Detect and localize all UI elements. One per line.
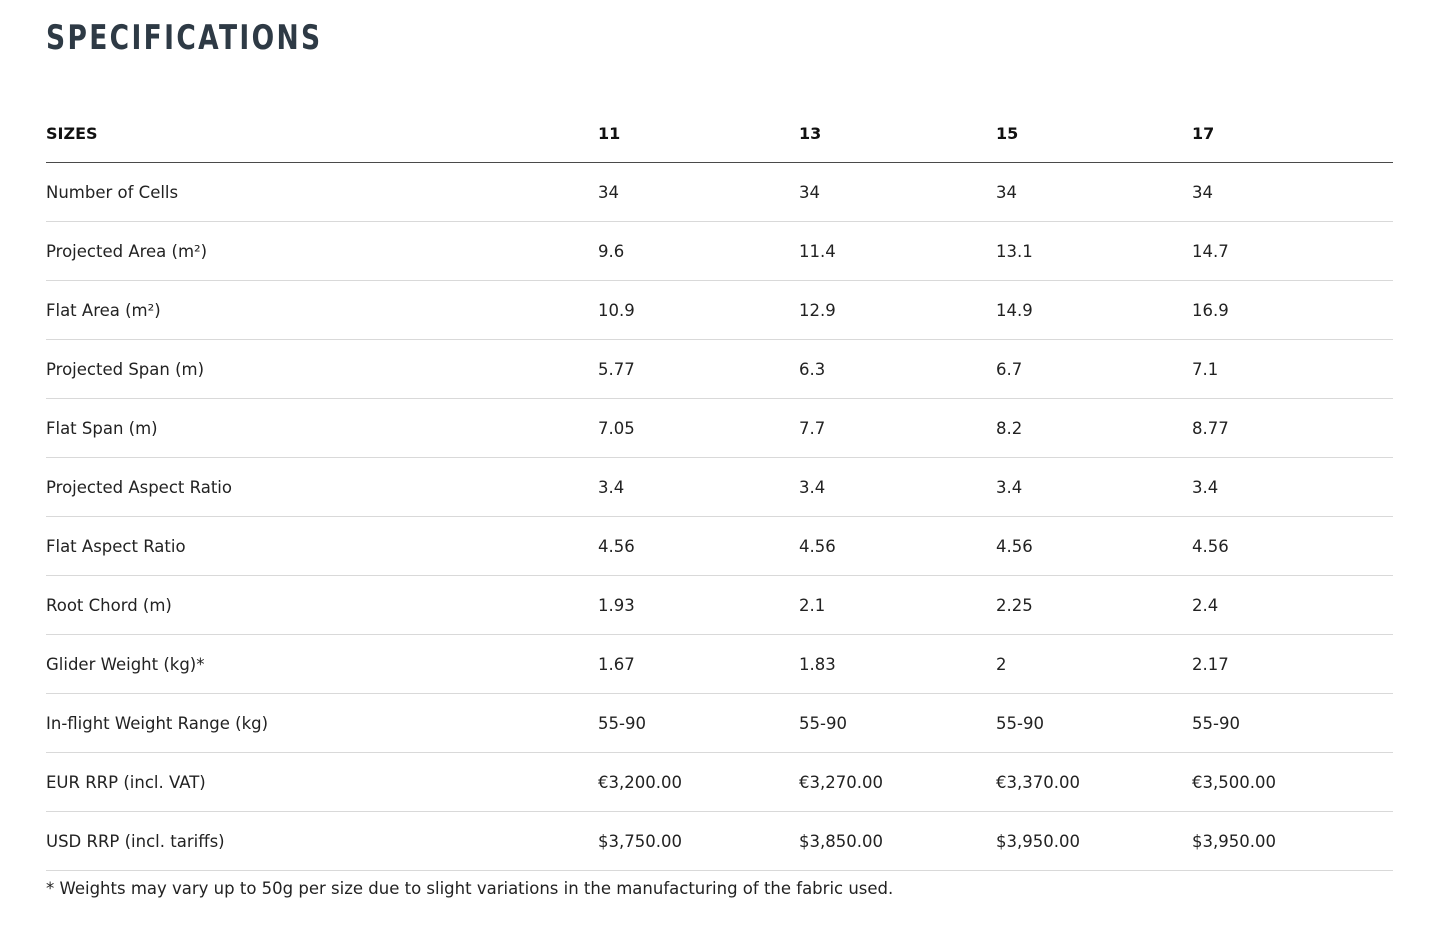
header-size-15: 15 [996, 104, 1192, 163]
spec-value: $3,950.00 [996, 812, 1192, 871]
spec-value: 1.67 [598, 635, 799, 694]
spec-value: 1.83 [799, 635, 996, 694]
table-row [46, 399, 1393, 458]
spec-value: €3,370.00 [996, 753, 1192, 812]
spec-value: 55-90 [996, 694, 1192, 753]
spec-value: 34 [1192, 163, 1393, 222]
spec-value: 6.7 [996, 340, 1192, 399]
table-row [46, 222, 1393, 281]
table-row [46, 812, 1393, 871]
spec-value: $3,950.00 [1192, 812, 1393, 871]
spec-value: 2.25 [996, 576, 1192, 635]
table-body [46, 163, 1393, 871]
table-header [46, 104, 1393, 163]
spec-value: 55-90 [598, 694, 799, 753]
spec-value: 55-90 [799, 694, 996, 753]
spec-value: 14.9 [996, 281, 1192, 340]
spec-value: €3,270.00 [799, 753, 996, 812]
spec-value: 12.9 [799, 281, 996, 340]
spec-value: 2.17 [1192, 635, 1393, 694]
spec-value: 2.1 [799, 576, 996, 635]
spec-label: In-flight Weight Range (kg) [46, 694, 598, 753]
spec-value: 2 [996, 635, 1192, 694]
header-size-13: 13 [799, 104, 996, 163]
spec-value: 34 [598, 163, 799, 222]
spec-value: 2.4 [1192, 576, 1393, 635]
spec-value: 4.56 [598, 517, 799, 576]
spec-value: 4.56 [996, 517, 1192, 576]
spec-label: Glider Weight (kg)* [46, 635, 598, 694]
spec-value: €3,200.00 [598, 753, 799, 812]
table-row [46, 281, 1393, 340]
spec-value: 34 [799, 163, 996, 222]
spec-label: Flat Aspect Ratio [46, 517, 598, 576]
spec-value: 14.7 [1192, 222, 1393, 281]
spec-label: USD RRP (incl. tariffs) [46, 812, 598, 871]
spec-value: 34 [996, 163, 1192, 222]
table-row [46, 163, 1393, 222]
spec-label: Root Chord (m) [46, 576, 598, 635]
spec-label: EUR RRP (incl. VAT) [46, 753, 598, 812]
spec-value: 5.77 [598, 340, 799, 399]
spec-label: Number of Cells [46, 163, 598, 222]
spec-value: 13.1 [996, 222, 1192, 281]
table-row [46, 340, 1393, 399]
spec-value: 6.3 [799, 340, 996, 399]
table-row [46, 694, 1393, 753]
spec-value: 16.9 [1192, 281, 1393, 340]
spec-value: 3.4 [996, 458, 1192, 517]
header-size-11: 11 [598, 104, 799, 163]
table-header-row [46, 104, 1393, 163]
header-size-17: 17 [1192, 104, 1393, 163]
spec-value: 55-90 [1192, 694, 1393, 753]
spec-value: 7.7 [799, 399, 996, 458]
spec-value: 8.77 [1192, 399, 1393, 458]
spec-value: 7.05 [598, 399, 799, 458]
spec-value: 10.9 [598, 281, 799, 340]
weight-footnote: * Weights may vary up to 50g per size due to slight variations in the manufacturing of the fabric used. [46, 879, 894, 898]
spec-value: 4.56 [799, 517, 996, 576]
spec-label: Flat Span (m) [46, 399, 598, 458]
spec-value: $3,750.00 [598, 812, 799, 871]
spec-value: 7.1 [1192, 340, 1393, 399]
spec-label: Projected Area (m²) [46, 222, 598, 281]
spec-value: 3.4 [1192, 458, 1393, 517]
spec-value: 3.4 [598, 458, 799, 517]
spec-value: 1.93 [598, 576, 799, 635]
spec-value: €3,500.00 [1192, 753, 1393, 812]
spec-value: $3,850.00 [799, 812, 996, 871]
spec-value: 3.4 [799, 458, 996, 517]
header-sizes: SIZES [46, 104, 598, 163]
table-row [46, 517, 1393, 576]
spec-value: 8.2 [996, 399, 1192, 458]
table-row [46, 753, 1393, 812]
spec-label: Flat Area (m²) [46, 281, 598, 340]
specifications-table [46, 104, 1393, 871]
table-row [46, 576, 1393, 635]
spec-value: 11.4 [799, 222, 996, 281]
spec-value: 9.6 [598, 222, 799, 281]
spec-value: 4.56 [1192, 517, 1393, 576]
page-title: SPECIFICATIONS [46, 18, 323, 58]
spec-label: Projected Span (m) [46, 340, 598, 399]
spec-label: Projected Aspect Ratio [46, 458, 598, 517]
table-row [46, 458, 1393, 517]
table-row [46, 635, 1393, 694]
